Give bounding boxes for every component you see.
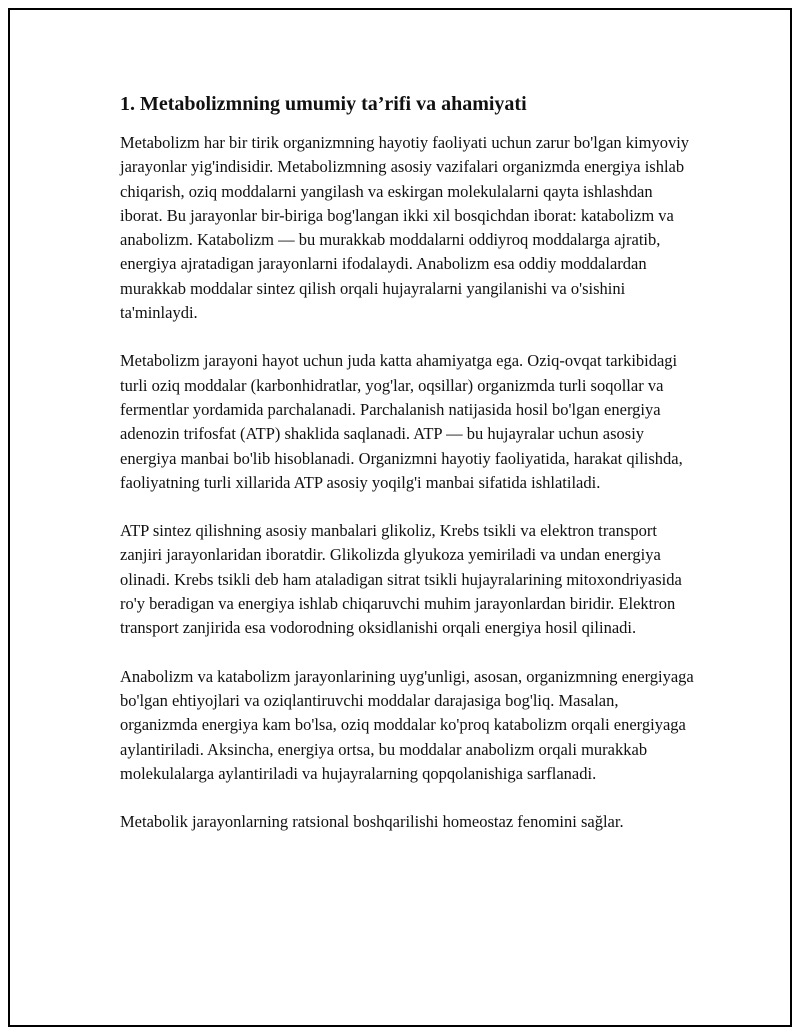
section-heading: 1. Metabolizmning umumiy ta’rifi va ahamiyati (120, 93, 527, 115)
page-frame (8, 8, 792, 1027)
paragraph-atp-synthesis: ATP sintez qilishning asosiy manbalari glikoliz, Krebs tsikli va elektron transport zanjiri jarayonlaridan iboratdir. Glikolizda glyukoza yemiriladi va undan energiya olinadi. Krebs tsikli deb ham ataladigan sitrat tsikli hujayralarining mitoxondriyasida ro'y beradigan va energiya ishlab chiqaruvchi muhim jarayonlardan biridir. Elektron transport zanjirida esa vodorodning oksidlanishi orqali energiya hosil qilinadi. (120, 521, 682, 638)
paragraph-balance: Anabolizm va katabolizm jarayonlarining uyg'unligi, asosan, organizmning energiyaga bo'lgan ehtiyojlari va oziqlantiruvchi moddalar darajasiga bog'liq. Masalan, organizmda energiya kam bo'lsa, oziq moddalar ko'proq katabolizm orqali energiyaga aylantiriladi. Aksincha, energiya ortsa, bu moddalar anabolizm orqali murakkab molekulalarga aylantiriladi va hujayralarning qopqolanishiga sarflanadi. (120, 666, 694, 783)
paragraph-definition: Metabolizm har bir tirik organizmning hayotiy faoliyati uchun zarur bo'lgan kimyoviy jarayonlar yig'indisidir. Metabolizmning asosiy vazifalari organizmda energiya ishlab chiqarish, oziq moddalarni yangilash va eskirgan molekulalarni qayta ishlashdan iborat. Bu jarayonlar bir-biriga bog'langan ikki xil bosqichdan iborat: katabolizm va anabolizm. Katabolizm — bu murakkab moddalarni oddiyroq moddalarga ajratib, energiya ajratadigan jarayonlarni ifodalaydi. Anabolizm esa oddiy moddalardan murakkab moddalar sintez qilish orqali hujayralarni yangilanishi va o'sishini ta'minlaydi. (120, 133, 690, 323)
paragraph-homeostasis: Metabolik jarayonlarning ratsional boshqarilishi homeostaz fenomini sağlar. (120, 812, 624, 832)
document-body (120, 92, 695, 858)
paragraph-importance: Metabolizm jarayoni hayot uchun juda katta ahamiyatga ega. Oziq-ovqat tarkibidagi turli oziq moddalar (karbonhidratlar, yog'lar, oqsillar) organizmda turli soqollar va fermentlar yordamida parchalanadi. Parchalanish natijasida hosil bo'lgan energiya adenozin trifosfat (ATP) shaklida saqlanadi. ATP — bu hujayralar uchun asosiy energiya manbai bo'lib hisoblanadi. Organizmni hayotiy faoliyatida, harakat qilishda, faoliyatning turli xillarida ATP asosiy yoqilg'i manbai sifatida ishlatiladi. (120, 351, 683, 492)
